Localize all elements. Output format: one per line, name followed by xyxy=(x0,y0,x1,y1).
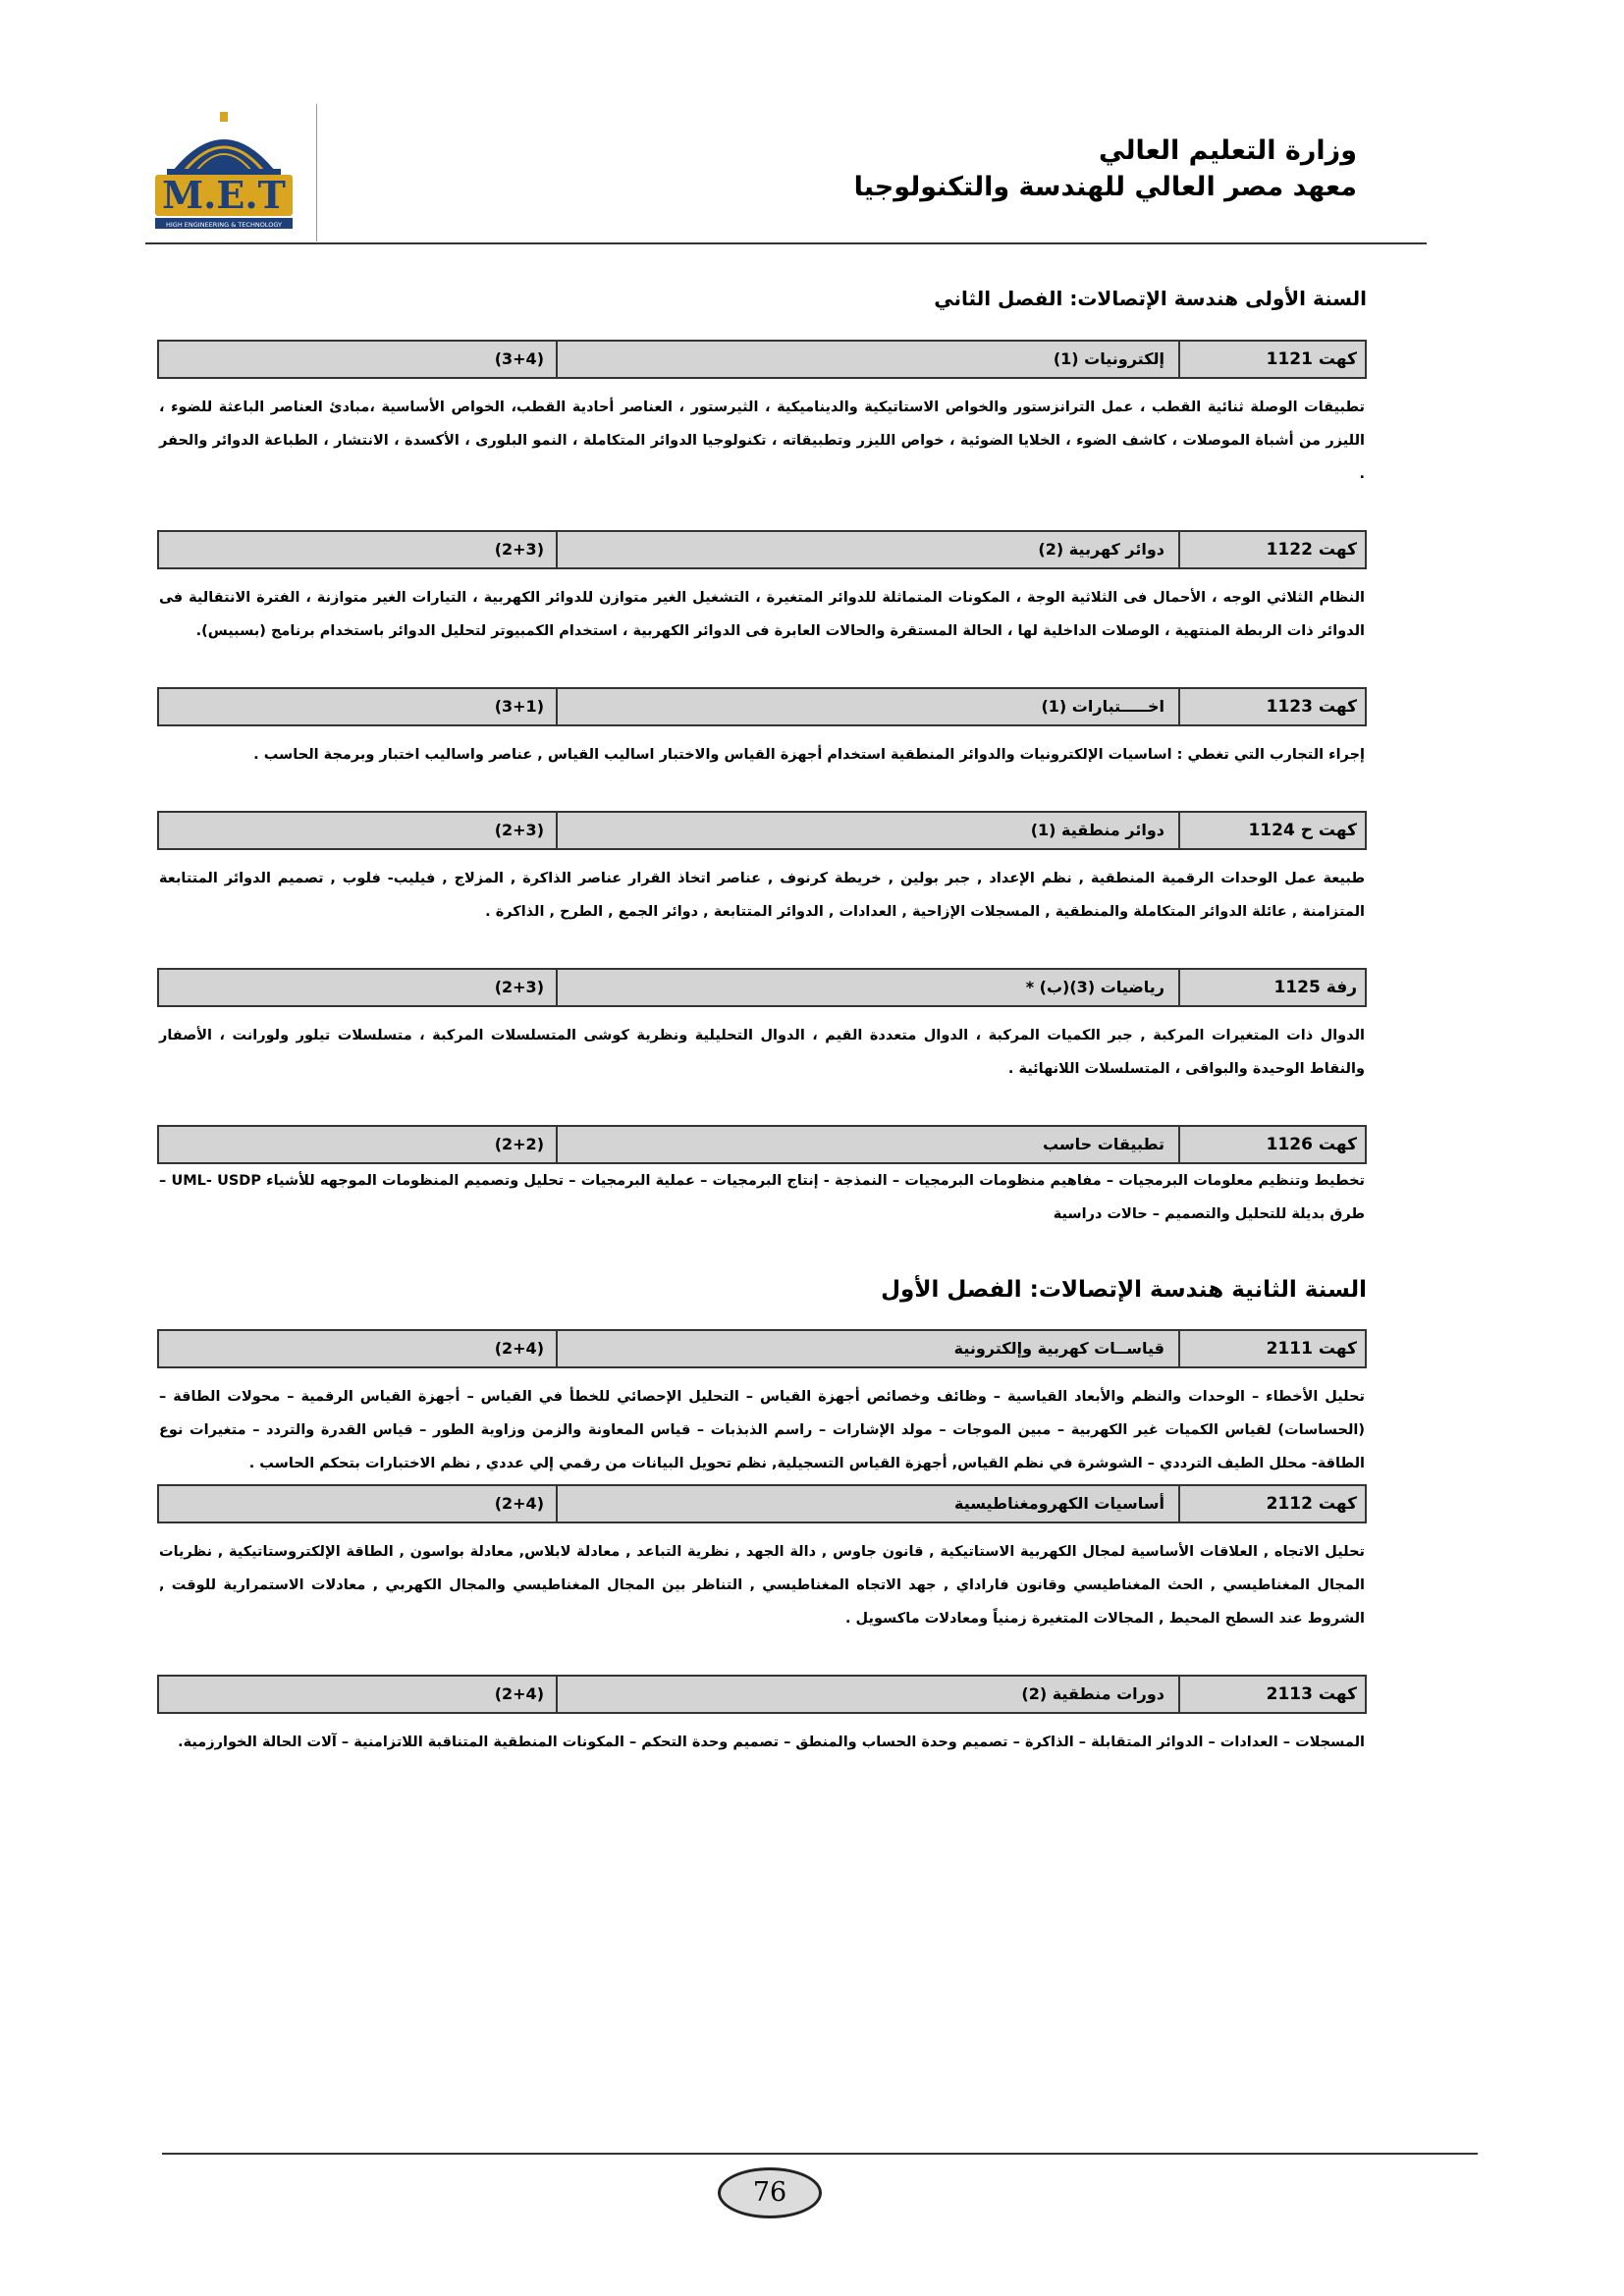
course-name: أساسيات الكهرومغناطيسية xyxy=(556,1486,1178,1522)
institute-logo xyxy=(145,110,302,233)
course-hours: (2+3) xyxy=(494,821,544,839)
course-hours: (2+4) xyxy=(494,1494,544,1513)
course-name: اخـــــتبارات (1) xyxy=(556,689,1178,724)
course-description: الدوال ذات المتغيرات المركبة , جبر الكميات المركبة ، الدوال متعددة القيم ، الدوال التحليلية ونظرية كوشى المتسلسلات المركبة ، متسلسلات تيلور ولورانت ، الأصفار والنقاط الوحيدة والبواقى ، المتسلسلات اللانهائية . xyxy=(159,1028,1365,1077)
course-code: كهت 1126 xyxy=(1178,1127,1365,1162)
course-description: تخطيط وتنظيم معلومات البرمجيات – مفاهيم منظومات البرمجيات – النمذجة - إنتاج البرمجيات – عملية البرمجيات – تحليل وتصميم المنظومات الموجهه للأشياء UML- USDP – طرق بديلة للتحليل والتصميم – حالات دراسية xyxy=(159,1173,1365,1222)
course-header-bar xyxy=(157,687,1367,726)
course-block xyxy=(157,1675,1367,1759)
footer-divider xyxy=(162,2153,1478,2155)
course-description: المسجلات – العدادات – الدوائر المتقابلة – الذاكرة – تصميم وحدة الحساب والمنطق – تصميم وحدة التحكم – المكونات المنطقية المتناقبة اللاتزامنية – آلات الحالة الخوارزمية. xyxy=(178,1735,1365,1750)
course-name: دوائر منطقية (1) xyxy=(556,813,1178,848)
curriculum-content xyxy=(157,279,1367,1798)
course-name: تطبيقات حاسب xyxy=(556,1127,1178,1162)
logo-divider xyxy=(316,104,317,241)
course-name: إلكترونيات (1) xyxy=(556,342,1178,377)
course-header-bar xyxy=(157,1484,1367,1523)
course-block xyxy=(157,1125,1367,1231)
course-hours: (2+4) xyxy=(494,1339,544,1358)
course-code: رفة 1125 xyxy=(1178,970,1365,1005)
course-block xyxy=(157,1329,1367,1480)
course-code: كهت 1121 xyxy=(1178,342,1365,377)
course-name: قياســات كهربية وإلكترونية xyxy=(556,1331,1178,1366)
course-code: كهت 1123 xyxy=(1178,689,1365,724)
course-code: كهت 2113 xyxy=(1178,1677,1365,1712)
course-block xyxy=(157,968,1367,1086)
course-name: دوائر كهربية (2) xyxy=(556,532,1178,567)
course-name: دورات منطقية (2) xyxy=(556,1677,1178,1712)
course-description: تطبيقات الوصلة ثنائية القطب ، عمل الترانزستور والخواص الاستاتيكية والديناميكية ، الثيرستور ، العناصر أحادية القطب، الخواص الأساسية ،مبادئ العناصر الباعثة للضوء ، الليزر من أشباة الموصلات ، كاشف الضوء ، الخلايا الضوئية ، خواص الليزر وتطبيقاته ، تكنولوجيا الدوائر المتكاملة ، النمو البلورى ، الأكسدة ، الانتشار ، الطباعة الدوائر والحفر . xyxy=(159,400,1365,482)
course-description: إجراء التجارب التي تغطي : اساسيات الإلكترونيات والدوائر المنطقية استخدام أجهزة القياس والاختبار اساليب القياس , عناصر واساليب اختبار وبرمجة الحاسب . xyxy=(253,747,1365,763)
course-description: تحليل الأخطاء – الوحدات والنظم والأبعاد القياسية – وظائف وخصائص أجهزة القياس – التحليل الإحصائي للخطأ في القياس – أجهزة القياس الرقمية – محولات الطاقة – (الحساسات) لقياس الكميات غير الكهربية – مبين الموجات – مولد الإشارات – راسم الذبذبات – قياس المعاونة والزمن وزاوية الطور – قياس القدرة والتردد – متغيرات نوع الطاقة- محلل الطيف الترددي – الشوشرة في نظم القياس, أجهزة القياس التسجيلية, نظم تحويل البيانات من رقمي إلي عددي , نظم الاختبارات بتحكم الحاسب . xyxy=(159,1389,1365,1471)
course-header-bar xyxy=(157,1125,1367,1164)
met-logo-graphic xyxy=(145,110,302,233)
course-header-bar xyxy=(157,811,1367,850)
course-description: طبيعة عمل الوحدات الرقمية المنطقية , نظم الإعداد , جبر بولين , خريطة كرنوف , عناصر اتخاذ القرار عناصر الذاكرة , المزلاج , فيليب- فلوب , تصميم الدوائر المتتابعة المتزامنة , عائلة الدوائر المتكاملة والمنطقية , المسجلات الإزاحية , العدادات , الدوائر المتتابعة , دوائر الجمع , الطرح , الذاكرة . xyxy=(159,871,1365,920)
course-block xyxy=(157,340,1367,491)
header-divider xyxy=(145,242,1427,244)
course-header-bar xyxy=(157,340,1367,379)
section-title-year1-term2: السنة الأولى هندسة الإتصالات: الفصل الثاني xyxy=(934,287,1367,310)
course-hours: (2+4) xyxy=(494,1684,544,1703)
course-description: النظام الثلاثي الوجه ، الأحمال فى الثلاثية الوجة ، المكونات المتماثلة للدوائر المتغيرة ، التشغيل الغير متوازن للدوائر الكهربية ، التيارات الغير متوازنة ، الفترة الانتقالية فى الدوائر ذات الربطة المنتهية ، الوصلات الداخلية لها ، الحالة المستقرة والحالات العابرة فى الدوائر الكهربية ، استخدام الكمبيوتر لتحليل الدوائر باستخدام برنامج (بسبيس). xyxy=(159,590,1365,639)
institute-name: معهد مصر العالي للهندسة والتكنولوجيا xyxy=(853,172,1357,202)
course-code: كهت 2111 xyxy=(1178,1331,1365,1366)
course-header-bar xyxy=(157,530,1367,569)
page-number: 76 xyxy=(718,2167,822,2218)
course-header-bar xyxy=(157,968,1367,1007)
course-hours: (3+1) xyxy=(494,697,544,716)
course-header-bar xyxy=(157,1329,1367,1368)
course-hours: (2+2) xyxy=(494,1135,544,1153)
logo-subtitle: HIGH ENGINEERING & TECHNOLOGY xyxy=(166,221,282,229)
course-header-bar xyxy=(157,1675,1367,1714)
course-hours: (2+3) xyxy=(494,540,544,559)
course-code: كهت ح 1124 xyxy=(1178,813,1365,848)
course-block xyxy=(157,1484,1367,1635)
course-description: تحليل الاتجاه , العلاقات الأساسية لمجال الكهربية الاستاتيكية , قانون جاوس , دالة الجهد , نظرية التباعد , معادلة لابلاس, معادلة بواسون , الطاقة الإلكتروستاتيكية , نظريات المجال المغناطيسي , الحث المغناطيسي وقانون فاراداي , جهد الاتجاه المغناطيسي , التناظر بين المجال المغناطيسي والمجال الكهربي , معادلات الاستمرارية للوقت , الشروط عند السطح المحيط , المجالات المتغيرة زمنياً ومعادلات ماكسويل . xyxy=(159,1544,1365,1627)
section-title-year2-term1: السنة الثانية هندسة الإتصالات: الفصل الأول xyxy=(881,1277,1367,1303)
course-hours: (3+4) xyxy=(494,349,544,368)
page-header xyxy=(670,133,1357,206)
course-hours: (2+3) xyxy=(494,978,544,996)
course-name: رياضيات (3)(ب) * xyxy=(556,970,1178,1005)
ministry-name: وزارة التعليم العالي xyxy=(1099,135,1357,166)
course-block xyxy=(157,530,1367,648)
course-code: كهت 2112 xyxy=(1178,1486,1365,1522)
course-block xyxy=(157,811,1367,929)
course-code: كهت 1122 xyxy=(1178,532,1365,567)
logo-letters: M.E.T xyxy=(162,173,286,217)
course-block xyxy=(157,687,1367,772)
